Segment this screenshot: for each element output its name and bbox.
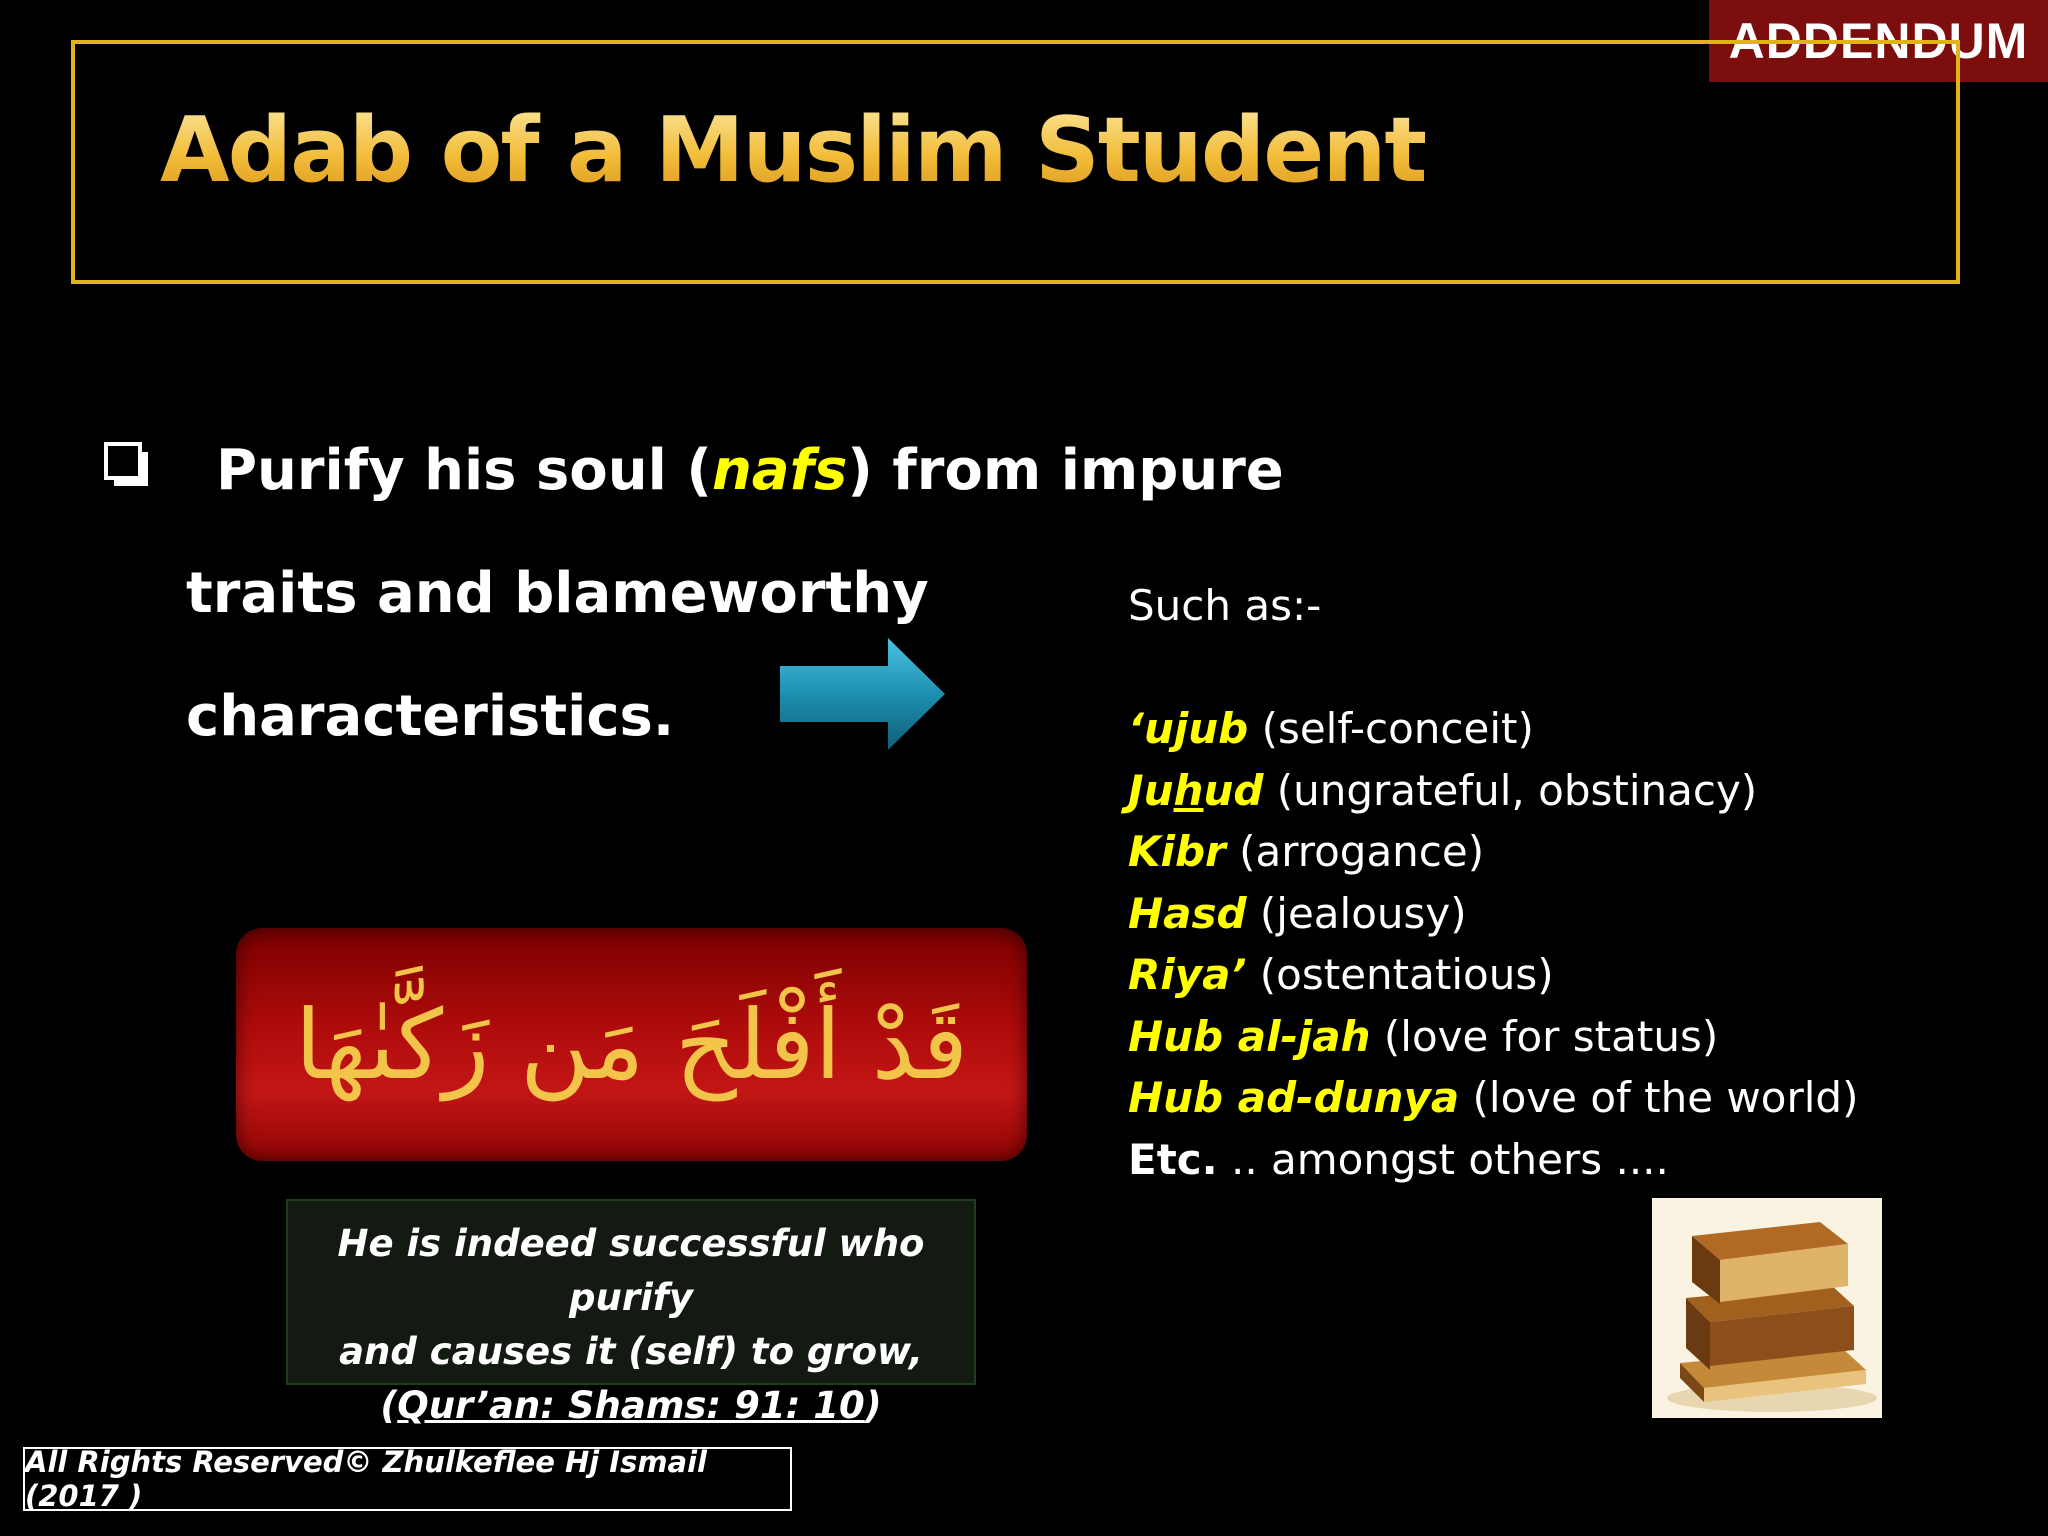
nafs-term: nafs bbox=[711, 438, 848, 503]
quran-reference bbox=[288, 1379, 974, 1433]
list-term-part: h bbox=[1173, 765, 1204, 815]
list-term: Riya’ bbox=[1128, 950, 1247, 999]
translation-box bbox=[286, 1199, 976, 1427]
list-item bbox=[1128, 883, 1858, 945]
bullet-line-2: traits and blameworthy bbox=[186, 561, 929, 626]
etc-label: Etc. bbox=[1128, 1134, 1218, 1184]
list-item bbox=[1128, 698, 1858, 760]
list-item bbox=[1128, 821, 1858, 883]
ref-paren: ) bbox=[864, 1384, 882, 1427]
copyright-footer bbox=[23, 1447, 792, 1511]
bullet-line-1 bbox=[216, 438, 1284, 503]
list-desc: (jealousy) bbox=[1246, 888, 1467, 938]
copyright-text: All Rights Reserved© Zhulkeflee Hj Ismail (2017 ) bbox=[25, 1445, 707, 1513]
ref-text: Qur’an: Shams: 91: 10 bbox=[397, 1384, 865, 1427]
list-term bbox=[1128, 766, 1263, 815]
list-term-part: ud bbox=[1203, 765, 1264, 815]
addendum-label: ADDENDUM bbox=[1728, 13, 2029, 69]
list-desc: (love of the world) bbox=[1459, 1073, 1859, 1122]
list-item bbox=[1128, 944, 1858, 1006]
bullet-line-1-post: ) from impure bbox=[847, 438, 1284, 503]
list-desc: (ostentatious) bbox=[1246, 950, 1554, 999]
list-term: Hub ad-dunya bbox=[1128, 1073, 1460, 1122]
list-item bbox=[1128, 1067, 1858, 1129]
list-desc: (arrogance) bbox=[1225, 827, 1485, 876]
examples-list bbox=[1128, 575, 1858, 1190]
etc-rest: .. amongst others .... bbox=[1217, 1134, 1669, 1184]
list-term: Hasd bbox=[1128, 888, 1247, 938]
arabic-verse: قَدْ أَفْلَحَ مَن زَكَّىٰهَا bbox=[294, 988, 969, 1101]
list-desc: (self-conceit) bbox=[1248, 704, 1534, 753]
list-desc: (ungrateful, obstinacy) bbox=[1263, 765, 1758, 815]
list-item bbox=[1128, 1006, 1858, 1068]
right-arrow-icon bbox=[780, 638, 945, 750]
list-intro: Such as:- bbox=[1128, 581, 1322, 630]
list-term-part: Ju bbox=[1128, 765, 1174, 815]
list-term: Kibr bbox=[1128, 827, 1226, 876]
books-image bbox=[1652, 1198, 1882, 1418]
list-item bbox=[1128, 760, 1858, 822]
checkbox-icon bbox=[102, 440, 148, 486]
list-desc: (love for status) bbox=[1370, 1011, 1719, 1061]
list-etc bbox=[1128, 1129, 1858, 1191]
slide-title: Adab of a Muslim Student bbox=[160, 98, 1426, 203]
translation-line-2: and causes it (self) to grow, bbox=[339, 1330, 923, 1373]
list-term: ‘ujub bbox=[1128, 704, 1249, 753]
translation-line-1: He is indeed successful who purify bbox=[337, 1222, 925, 1319]
list-term: Hub al-jah bbox=[1128, 1011, 1371, 1061]
bullet-line-1-pre: Purify his soul ( bbox=[216, 438, 712, 503]
arabic-verse-panel bbox=[236, 928, 1027, 1161]
bullet-line-3: characteristics. bbox=[186, 684, 675, 749]
ref-paren: ( bbox=[380, 1384, 398, 1427]
